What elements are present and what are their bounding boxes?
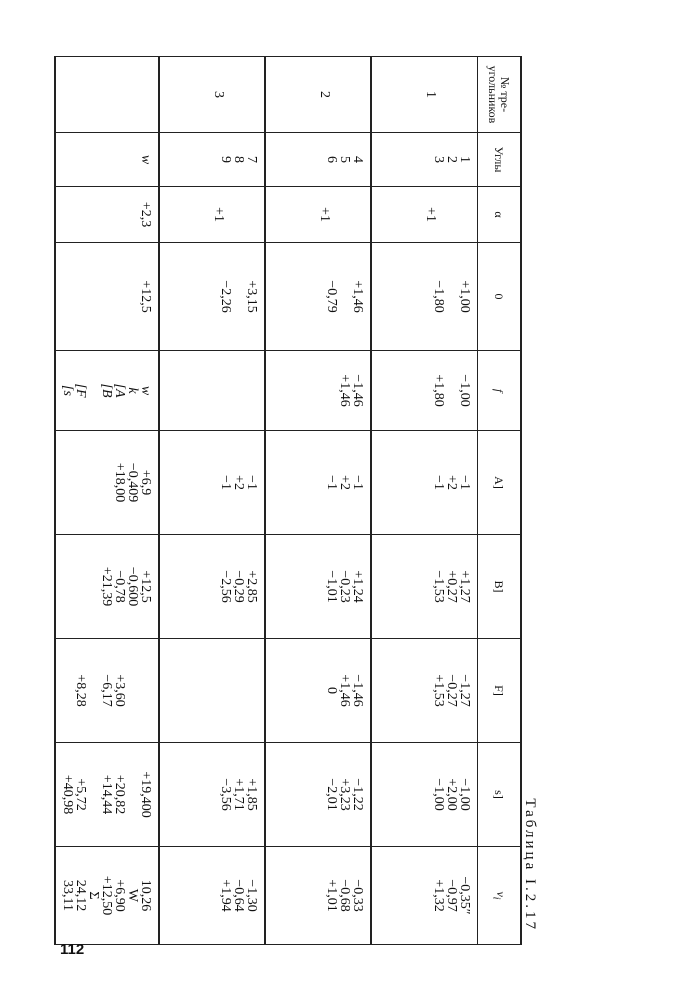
cell-value: +1,71 <box>231 778 247 811</box>
cell-value: w <box>138 154 154 165</box>
cell-value: +3,60 <box>112 674 128 707</box>
table-row <box>372 57 478 945</box>
cell-value: +1,24 <box>350 570 366 603</box>
cell-alpha <box>266 187 372 243</box>
cell-value: −1,53 <box>431 570 446 603</box>
cell-value: +2 <box>231 475 247 490</box>
cell-value: −0,29 <box>231 570 247 603</box>
cell-angles <box>372 133 478 187</box>
cell-alpha <box>372 187 478 243</box>
cell-value: +1,94 <box>218 879 234 912</box>
cell-value: 2 <box>317 91 332 98</box>
cell-value: −0,79 <box>324 280 340 313</box>
cell-value: 1 <box>457 156 472 163</box>
cell-value: −1 <box>350 475 366 490</box>
cell-value: +2,85 <box>244 570 260 603</box>
cell-value: −2,01 <box>324 778 340 811</box>
cell-value: +40,98 <box>60 774 76 815</box>
cell-f2 <box>266 639 372 743</box>
cell-value: +12,5 <box>138 570 154 603</box>
cell-value: +2 <box>444 475 459 490</box>
cell-value: −1,46 <box>350 374 366 407</box>
cell-value: −1,01 <box>324 570 340 603</box>
cell-b <box>372 535 478 639</box>
cell-value: Σ <box>86 891 102 900</box>
header-v-subscript: i <box>490 896 502 900</box>
cell-value: +1,32 <box>431 879 446 912</box>
cell-value: +1 <box>211 207 226 222</box>
header-angles: Углы <box>478 133 522 187</box>
cell-value: [F <box>73 383 89 398</box>
cell-f <box>56 351 160 431</box>
data-table <box>55 56 523 945</box>
cell-value: 3 <box>211 91 226 98</box>
cell-value: 3 <box>431 156 446 163</box>
header-b: B] <box>478 535 522 639</box>
cell-value: 2 <box>444 156 459 163</box>
cell-angles <box>266 133 372 187</box>
cell-value: +5,72 <box>73 778 89 811</box>
header-f: f <box>478 351 522 431</box>
cell-value: +6,90 <box>112 879 128 912</box>
cell-zero <box>56 243 160 351</box>
table-row <box>266 57 372 945</box>
cell-value: −1,30 <box>244 879 260 912</box>
cell-f2 <box>56 639 160 743</box>
cell-value: −1,00 <box>431 778 446 811</box>
cell-value: +1,85 <box>244 778 260 811</box>
cell-value: −1,00 <box>457 374 472 407</box>
cell-value: 9 <box>218 156 234 163</box>
cell-angles <box>160 133 266 187</box>
cell-value: +2,3 <box>138 201 154 228</box>
cell-value: −0,35″ <box>457 876 472 915</box>
cell-angles <box>56 133 160 187</box>
cell-value: W <box>125 888 141 903</box>
cell-value: 8 <box>231 156 247 163</box>
cell-value: −2,56 <box>218 570 234 603</box>
cell-value: +1,01 <box>324 879 340 912</box>
cell-b <box>266 535 372 639</box>
cell-value: −1,27 <box>457 674 472 707</box>
cell-value: +3,23 <box>337 778 353 811</box>
cell-value: +1,46 <box>337 374 353 407</box>
cell-value: k <box>125 387 141 394</box>
header-f2: F] <box>478 639 522 743</box>
cell-value: +14,44 <box>99 774 115 815</box>
header-row <box>478 57 522 945</box>
page-number: 112 <box>60 941 85 958</box>
cell-f2 <box>372 639 478 743</box>
cell-value: 5 <box>337 156 353 163</box>
cell-value: +2,00 <box>444 778 459 811</box>
cell-value: −2,26 <box>218 280 234 313</box>
header-zero: 0 <box>478 243 522 351</box>
cell-s <box>160 743 266 847</box>
cell-value: w <box>138 385 154 396</box>
cell-value: +20,82 <box>112 774 128 815</box>
cell-value: +8,28 <box>73 674 89 707</box>
cell-value: +18,00 <box>112 462 128 503</box>
cell-a <box>372 431 478 535</box>
header-a: A] <box>478 431 522 535</box>
cell-value: 10,26 <box>138 879 154 912</box>
cell-value: −1 <box>324 475 340 490</box>
cell-value: −0,78 <box>112 570 128 603</box>
table-row <box>160 57 266 945</box>
cell-a <box>160 431 266 535</box>
cell-value: 33,11 <box>60 880 76 911</box>
cell-value: −1 <box>457 475 472 490</box>
table-title: Таблица I.2.17 <box>522 798 538 932</box>
cell-value: +2 <box>337 475 353 490</box>
cell-value: −1 <box>431 475 446 490</box>
cell-value: +1 <box>423 207 439 222</box>
header-s: s] <box>478 743 522 847</box>
cell-f2 <box>160 639 266 743</box>
cell-value: −1,46 <box>350 674 366 707</box>
cell-value: −1,80 <box>431 280 446 313</box>
rotated-table-area <box>0 56 544 944</box>
cell-zero <box>372 243 478 351</box>
cell-f <box>372 351 478 431</box>
cell-zero <box>160 243 266 351</box>
cell-value: 6 <box>324 156 340 163</box>
cell-triangle <box>56 57 160 133</box>
cell-value: +1,00 <box>457 280 472 313</box>
cell-value: +1,46 <box>337 674 353 707</box>
cell-f <box>266 351 372 431</box>
cell-value: +3,15 <box>244 280 260 313</box>
cell-alpha <box>160 187 266 243</box>
cell-value: [A <box>112 383 128 398</box>
cell-b <box>160 535 266 639</box>
cell-value: −0,68 <box>337 879 353 912</box>
cell-value: [s <box>60 385 76 396</box>
cell-value: +19,400 <box>138 771 154 818</box>
cell-value: 0 <box>324 687 340 694</box>
cell-value: −1 <box>244 475 260 490</box>
cell-value: −1,22 <box>350 778 366 811</box>
cell-value: −0,600 <box>125 566 141 607</box>
header-triangle-line2: угольников <box>486 65 500 124</box>
cell-value: −1,00 <box>457 778 472 811</box>
cell-value: −1 <box>218 475 234 490</box>
header-triangle <box>478 57 522 133</box>
cell-value: −3,56 <box>218 778 234 811</box>
cell-value: +12,5 <box>138 280 154 313</box>
cell-value: 7 <box>244 156 260 163</box>
cell-value: −0,409 <box>125 462 141 503</box>
cell-value: +12,50 <box>99 875 115 916</box>
cell-value: −0,64 <box>231 879 247 912</box>
cell-value: +1,27 <box>457 570 472 603</box>
cell-v <box>266 847 372 945</box>
cell-b <box>56 535 160 639</box>
table-row <box>56 57 160 945</box>
cell-s <box>56 743 160 847</box>
cell-triangle <box>160 57 266 133</box>
cell-value: −0,33 <box>350 879 366 912</box>
cell-value: −6,17 <box>99 674 115 707</box>
cell-value: +21,39 <box>99 566 115 607</box>
cell-value: +1,46 <box>350 280 366 313</box>
cell-value: +1,53 <box>431 674 446 707</box>
cell-value: 24,12 <box>73 879 89 912</box>
cell-value: +1 <box>317 207 332 222</box>
cell-s <box>266 743 372 847</box>
cell-triangle <box>266 57 372 133</box>
cell-v <box>160 847 266 945</box>
header-alpha: α <box>478 187 522 243</box>
cell-value: +1,80 <box>431 374 446 407</box>
header-v-symbol: v <box>493 891 508 897</box>
cell-s <box>372 743 478 847</box>
cell-f <box>160 351 266 431</box>
cell-value: +6,9 <box>138 469 154 496</box>
cell-triangle <box>372 57 478 133</box>
cell-value: +0,27 <box>444 570 459 603</box>
cell-a <box>56 431 160 535</box>
cell-v <box>372 847 478 945</box>
cell-value: 4 <box>350 156 366 163</box>
cell-v <box>56 847 160 945</box>
header-triangle-line1: № тре- <box>498 76 512 113</box>
cell-value: [B <box>99 383 115 398</box>
header-v <box>478 847 522 945</box>
cell-alpha <box>56 187 160 243</box>
cell-a <box>266 431 372 535</box>
cell-value: −0,27 <box>444 674 459 707</box>
cell-value: −0,97 <box>444 879 459 912</box>
cell-value: 1 <box>423 91 439 98</box>
cell-value: −0,23 <box>337 570 353 603</box>
cell-zero <box>266 243 372 351</box>
